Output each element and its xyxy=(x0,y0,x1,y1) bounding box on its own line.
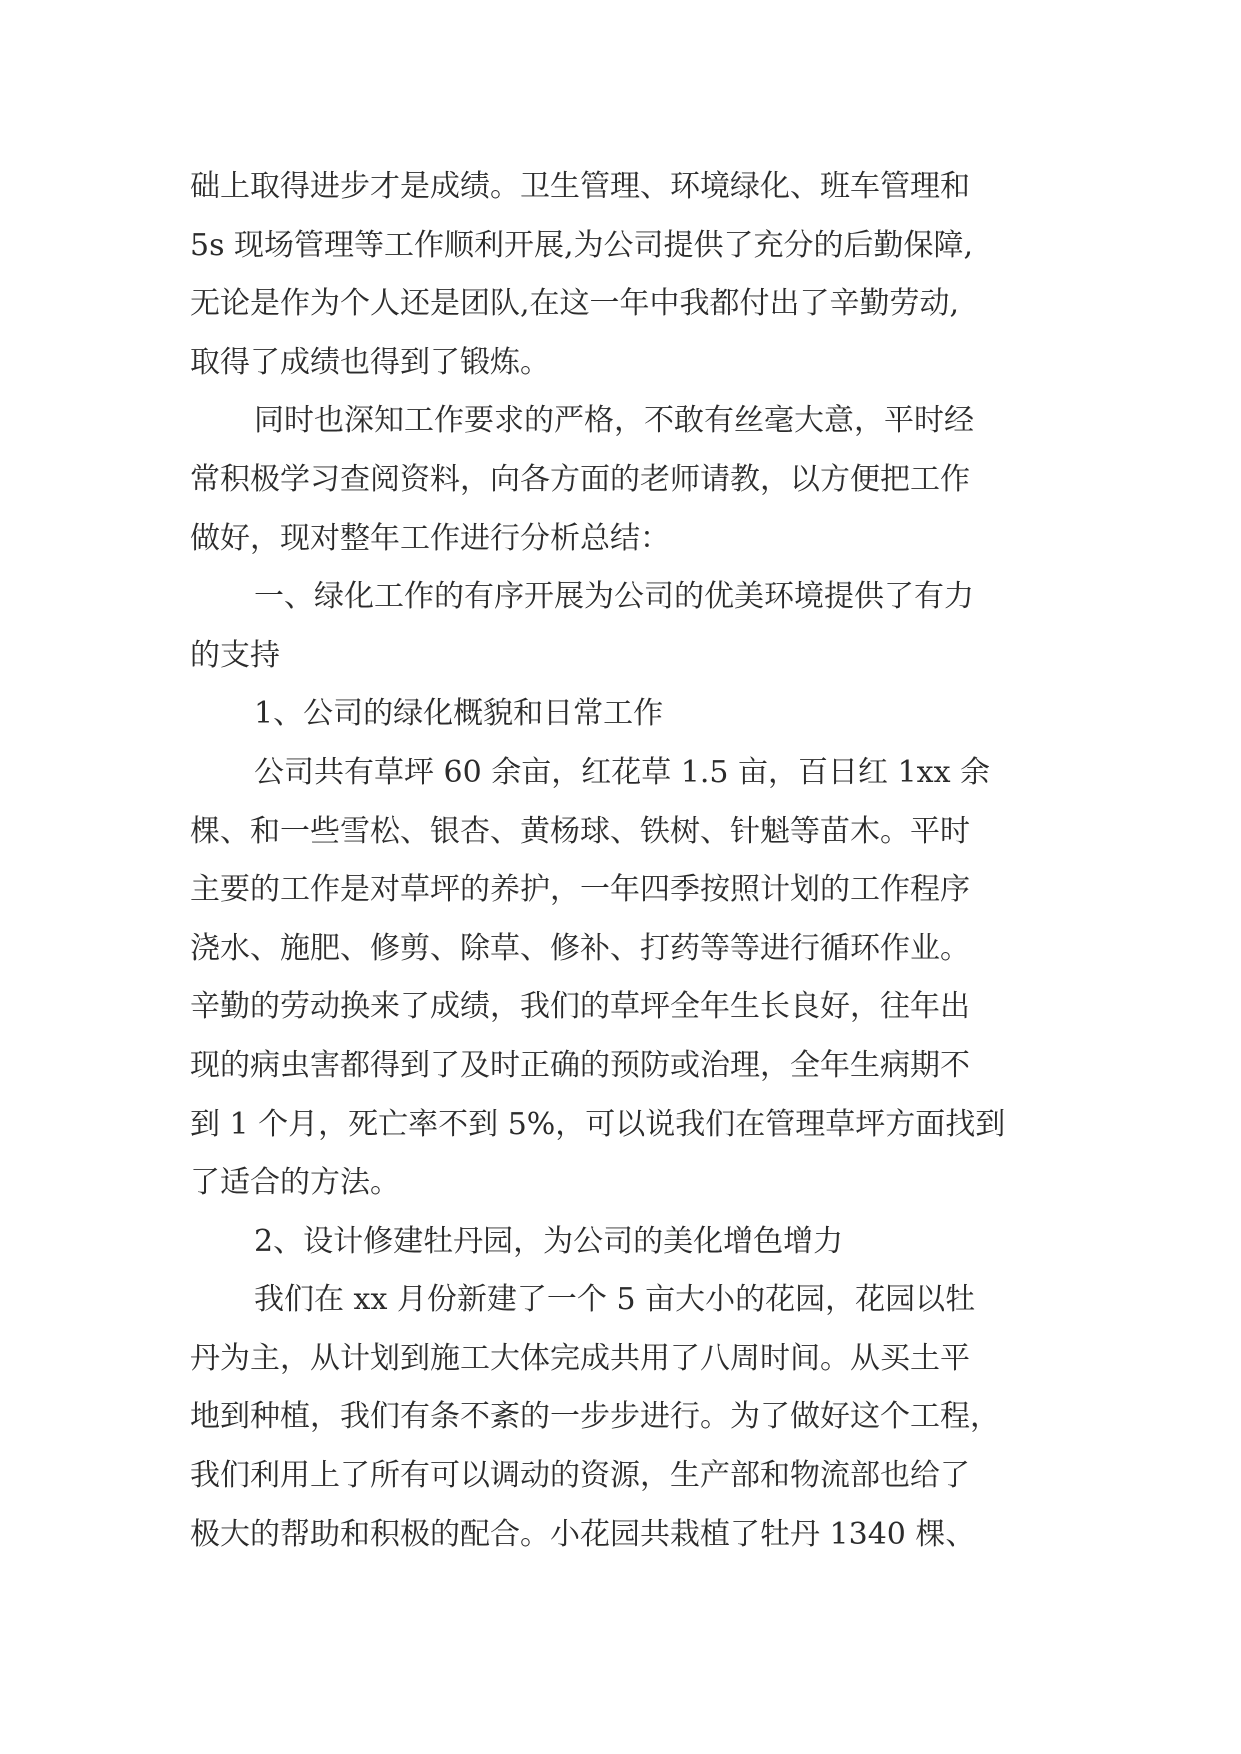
text-line: 无论是作为个人还是团队,在这一年中我都付出了辛勤劳动, xyxy=(190,286,960,322)
text-line: 主要的工作是对草坪的养护，一年四季按照计划的工作程序 xyxy=(190,872,970,908)
text-line: 取得了成绩也得到了锻炼。 xyxy=(190,344,550,380)
text-line: 辛勤的劳动换来了成绩，我们的草坪全年生长良好，往年出 xyxy=(190,989,970,1025)
section-heading: 的支持 xyxy=(190,637,280,673)
text-line: 极大的帮助和积极的配合。小花园共栽植了牡丹 1340 棵、 xyxy=(190,1516,976,1552)
text-line: 了适合的方法。 xyxy=(190,1165,400,1201)
text-line: 浇水、施肥、修剪、除草、修补、打药等等进行循环作业。 xyxy=(190,930,970,966)
text-line: 地到种植，我们有条不紊的一步步进行。为了做好这个工程， xyxy=(190,1399,1000,1435)
text-line: 公司共有草坪 60 余亩，红花草 1.5 亩，百日红 1xx 余 xyxy=(254,754,991,790)
text-line: 到 1 个月，死亡率不到 5%，可以说我们在管理草坪方面找到 xyxy=(190,1106,1006,1142)
body-text xyxy=(190,158,1090,1564)
text-line: 我们利用上了所有可以调动的资源，生产部和物流部也给了 xyxy=(190,1458,970,1494)
text-line: 做好，现对整年工作进行分析总结： xyxy=(190,520,670,556)
text-line: 础上取得进步才是成绩。卫生管理、环境绿化、班车管理和 xyxy=(190,169,970,204)
section-heading: 一、绿化工作的有序开展为公司的优美环境提供了有力 xyxy=(254,579,974,615)
text-line: 丹为主，从计划到施工大体完成共用了八周时间。从买土平 xyxy=(190,1340,970,1376)
text-line: 5s 现场管理等工作顺利开展,为公司提供了充分的后勤保障, xyxy=(190,227,974,263)
text-line: 现的病虫害都得到了及时正确的预防或治理，全年生病期不 xyxy=(190,1047,970,1083)
subsection-heading: 2、设计修建牡丹园，为公司的美化增色增力 xyxy=(254,1223,844,1259)
text-line: 常积极学习查阅资料，向各方面的老师请教，以方便把工作 xyxy=(190,461,970,497)
subsection-heading: 1、公司的绿化概貌和日常工作 xyxy=(254,696,664,732)
text-line: 棵、和一些雪松、银杏、黄杨球、铁树、针魁等苗木。平时 xyxy=(190,813,970,849)
text-line: 同时也深知工作要求的严格，不敢有丝毫大意，平时经 xyxy=(254,403,974,439)
text-line: 我们在 xx 月份新建了一个 5 亩大小的花园，花园以牡 xyxy=(254,1282,976,1318)
